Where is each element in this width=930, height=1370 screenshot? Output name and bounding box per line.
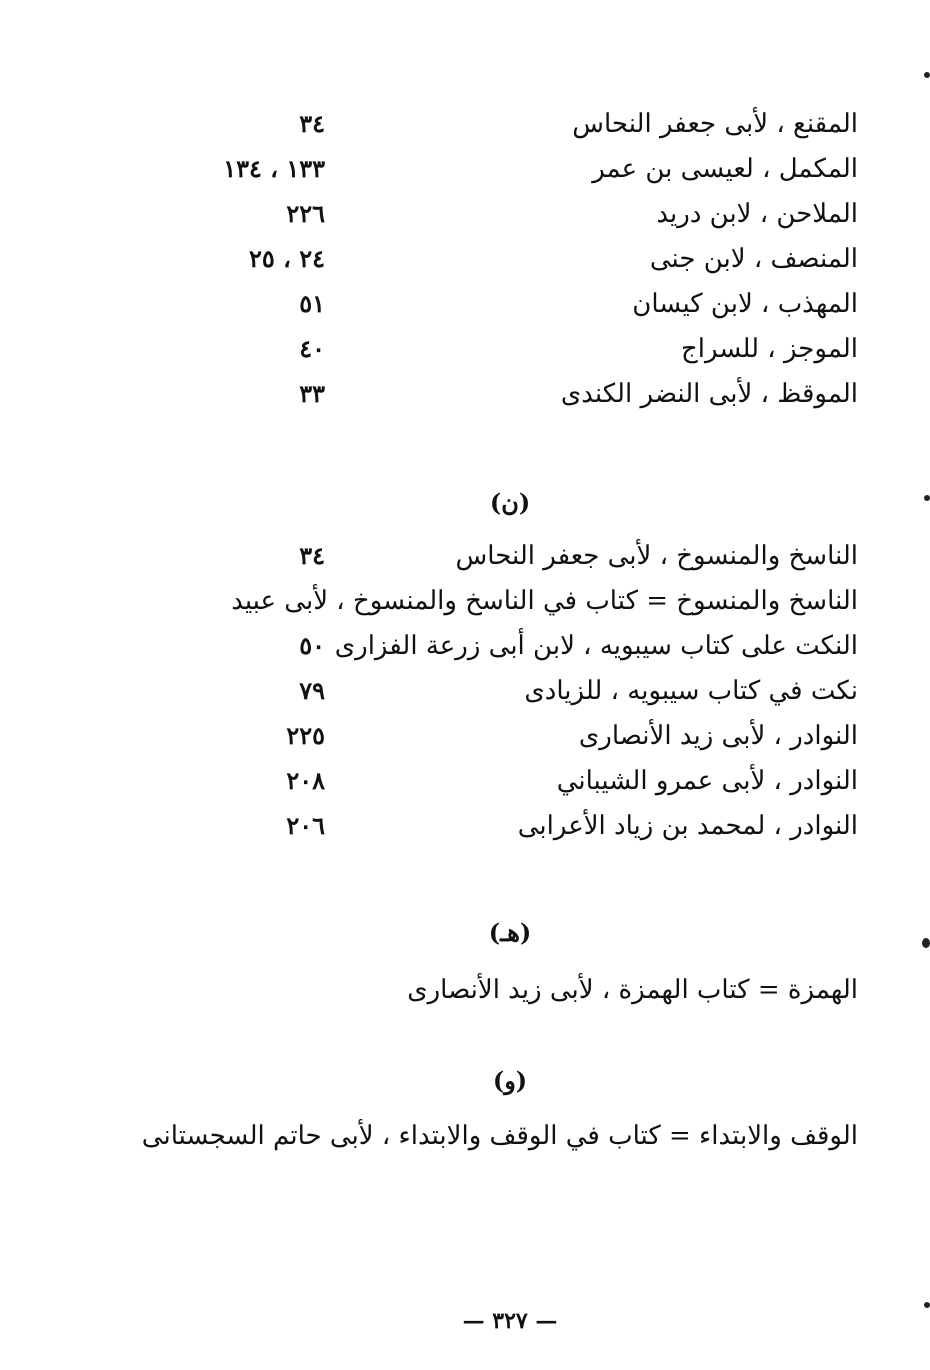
entry-pages: ٣٤ <box>299 541 325 570</box>
section-heading-waw: (و) <box>492 1066 528 1095</box>
entry-title: الملاحن ، لابن دريد <box>656 199 858 229</box>
entry-pages: ٢٠٨ <box>286 766 325 795</box>
section-heading-noon: (ن) <box>489 488 531 517</box>
entry-title: النوادر ، لأبى عمرو الشيباني <box>556 766 858 796</box>
entry-title: النكت على كتاب سيبويه ، لابن أبى زرعة الفزارى <box>334 631 858 661</box>
entry-pages: ٢٢٥ <box>286 721 325 750</box>
entry-title: المكمل ، لعيسى بن عمر <box>592 154 858 184</box>
entry-pages: ٢٠٦ <box>286 811 325 840</box>
scan-speck <box>924 1302 930 1308</box>
entry-title: المقنع ، لأبى جعفر النحاس <box>572 109 858 139</box>
entry-title: نكت في كتاب سيبويه ، للزيادى <box>524 676 858 706</box>
entry-title: النوادر ، لمحمد بن زياد الأعرابى <box>517 811 858 841</box>
entry-pages: ٧٩ <box>299 676 325 705</box>
entry-pages: ٢٢٦ <box>286 199 325 228</box>
entry-title: الهمزة = كتاب الهمزة ، لأبى زيد الأنصارى <box>407 975 858 1005</box>
entry-title: المهذب ، لابن كيسان <box>632 289 858 319</box>
entry-pages: ٤٠ <box>299 334 325 363</box>
entry-pages: ٥١ <box>299 289 325 318</box>
scan-speck <box>924 72 930 78</box>
entry-title: الناسخ والمنسوخ ، لأبى جعفر النحاس <box>455 541 858 571</box>
scan-speck <box>922 938 930 948</box>
entry-title: الناسخ والمنسوخ = كتاب في الناسخ والمنسوخ ، لأبى عبيد <box>231 586 858 616</box>
entry-title: النوادر ، لأبى زيد الأنصارى <box>578 721 858 751</box>
entry-title: الوقف والابتداء = كتاب في الوقف والابتداء ، لأبى حاتم السجستانى <box>141 1121 858 1151</box>
section-heading-ha: (هـ) <box>488 918 532 947</box>
scan-speck <box>924 495 930 501</box>
entry-pages: ٣٤ <box>299 109 325 138</box>
entry-pages: ٥٠ <box>299 631 325 660</box>
entry-title: الموجز ، للسراج <box>680 334 858 364</box>
entry-title: الموقظ ، لأبى النضر الكندى <box>560 379 858 409</box>
entry-title: المنصف ، لابن جنى <box>649 244 858 274</box>
entry-pages: ١٣٣ ، ١٣٤ <box>223 154 325 183</box>
entry-pages: ٢٤ ، ٢٥ <box>248 244 325 273</box>
page-number: — ٣٢٧ — <box>462 1308 558 1334</box>
entry-pages: ٣٣ <box>299 379 325 408</box>
